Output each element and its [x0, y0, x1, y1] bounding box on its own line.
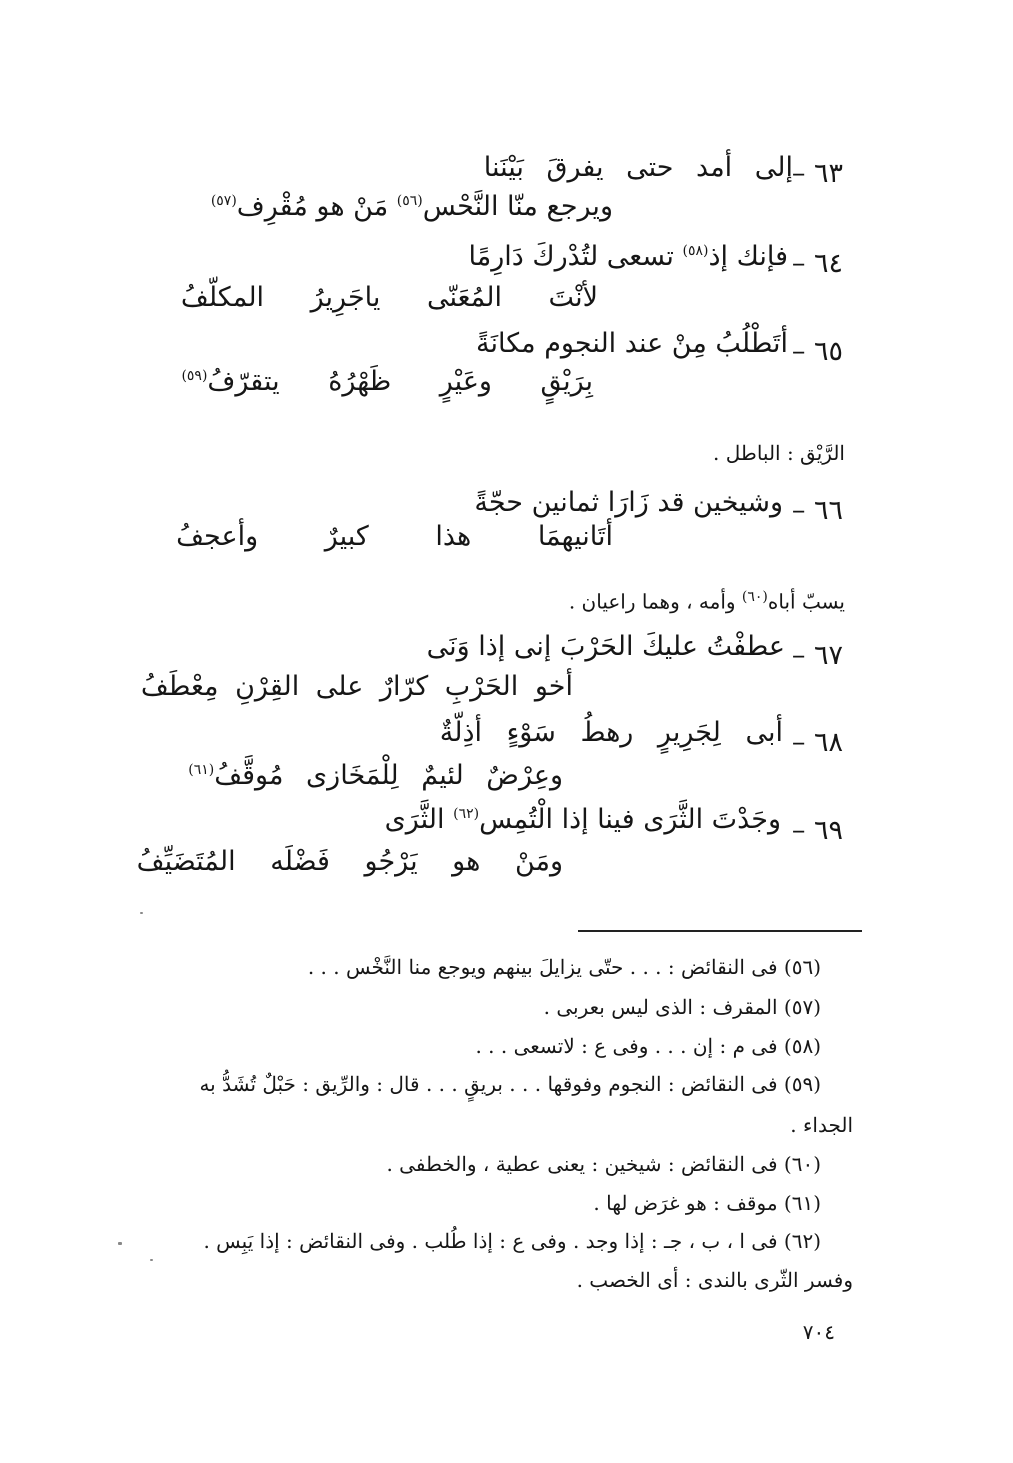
footnote-marker: (٦٢) [453, 806, 480, 822]
scan-speck [140, 912, 143, 914]
gloss-segment: وأمه ، وهما راعيان . [568, 589, 742, 614]
verse-hemistich-second: أخو الحَرْبِ كرّارٌ على القِرْنِ مِعْطَفُ [140, 671, 573, 702]
verse-hemistich-first: أبى لِجَرِيرٍ رهطُ سَوْءٍ أذِلّةٌ [439, 717, 783, 748]
verse-text-segment: مَنْ هو مُقْرِف [236, 191, 397, 222]
verse-hemistich-second: لأنْتَ المُعَنّى ياجَرِيرُ المكلّفُ [180, 282, 598, 313]
verse-number: ٦٤ – [791, 248, 843, 279]
verse-hemistich-second [188, 760, 563, 791]
verse-number: ٦٥ – [791, 336, 843, 367]
footnote: (٦١) موقف : هو غرَض لها . [593, 1191, 821, 1215]
footnote-marker: (٦١) [188, 762, 215, 778]
gloss-segment: يسبّ أباه [767, 589, 845, 614]
verse-hemistich-first: أتَطْلُبُ مِنْ عند النجوم مكانَةً [476, 328, 788, 359]
verse-number: ٦٩ – [791, 815, 843, 846]
footnote-marker: (٥٧) [210, 193, 237, 209]
verse-hemistich-first: إلى أمد حتى يفرقَ بَيْنَنا [483, 152, 793, 183]
verse-text-segment: فإنك إذ [708, 241, 788, 272]
page-number: ٧٠٤ [802, 1320, 835, 1344]
verse-text-segment: تسعى لتُدْركَ دَارِمًا [468, 241, 683, 272]
verse-text-segment: ويرجع منّا النَّحْس [422, 191, 613, 222]
verse-text-segment: وجَدْتَ الثَّرَى فينا إذا الْتُمِس [479, 804, 781, 835]
scan-speck [150, 1259, 153, 1261]
footnote: (٥٧) المقرف : الذى ليس بعربى . [543, 995, 821, 1019]
verse-hemistich-first [385, 804, 781, 835]
gloss-line [569, 589, 845, 614]
verse-text-segment: بِرَيْقٍ وعَيْرٍ ظَهْرُهُ يتقرّفُ [207, 366, 593, 397]
gloss-line: الرَّيْق : الباطل . [713, 441, 845, 465]
verse-text-segment: الثَّرَى [384, 804, 454, 835]
footnote-marker: (٦٠) [741, 589, 768, 605]
verse-hemistich-first: عطفْتُ عليكَ الحَرْبَ إنى إذا وَنَى [426, 631, 785, 662]
footnote-marker: (٥٨) [682, 243, 709, 259]
verse-hemistich-second: ومَنْ هو يَرْجُو فَضْلَه المُتَضَيِّفُ [136, 846, 563, 877]
verse-hemistich-first [469, 241, 788, 272]
verse-hemistich-second: أتَانيهمَا هذا كبيرٌ وأعجفُ [176, 521, 613, 552]
footnote: (٦٠) فى النقائض : شيخين : يعنى عطية ، والخطفى . [386, 1152, 821, 1176]
footnote-marker: (٥٩) [181, 368, 208, 384]
footnote: (٥٦) فى النقائض : . . . حتّى يزايلَ بينهم ويوجع منا النَّخْس . . . [307, 955, 821, 979]
verse-hemistich-first: وشيخين قد زَارَا ثمانين حجّةً [474, 487, 783, 518]
verse-number: ٦٨ – [791, 727, 843, 758]
footnote: (٥٩) فى النقائض : النجوم وفوقها . . . بريقٍ . . . قال : والرِّيق : حَبْلٌ تُشَدُّ به [199, 1072, 821, 1096]
footnote-continuation: وفسر الثّرى بالندى : أى الخصب . [576, 1268, 853, 1292]
verse-number: ٦٧ – [791, 640, 843, 671]
verse-text-segment: وعِرْضٌ لئيمٌ لِلْمَخَازى مُوقَّفُ [214, 760, 563, 791]
verse-hemistich-second [211, 191, 613, 222]
footnote: (٦٢) فى ا ، ب ، جـ : إذا وجد . وفى ع : إذا طُلب . وفى النقائض : إذا يَبِس . [203, 1229, 821, 1253]
footnote-continuation: الجداء . [790, 1113, 853, 1137]
verse-number: ٦٣ – [791, 158, 843, 189]
scan-speck [118, 1242, 122, 1245]
verse-number: ٦٦ – [791, 495, 843, 526]
footnote-marker: (٥٦) [396, 193, 423, 209]
footnote: (٥٨) فى م : إن . . . وفى ع : لاتسعى . . . [475, 1034, 821, 1058]
footnote-separator [578, 930, 862, 932]
verse-hemistich-second [181, 366, 593, 397]
